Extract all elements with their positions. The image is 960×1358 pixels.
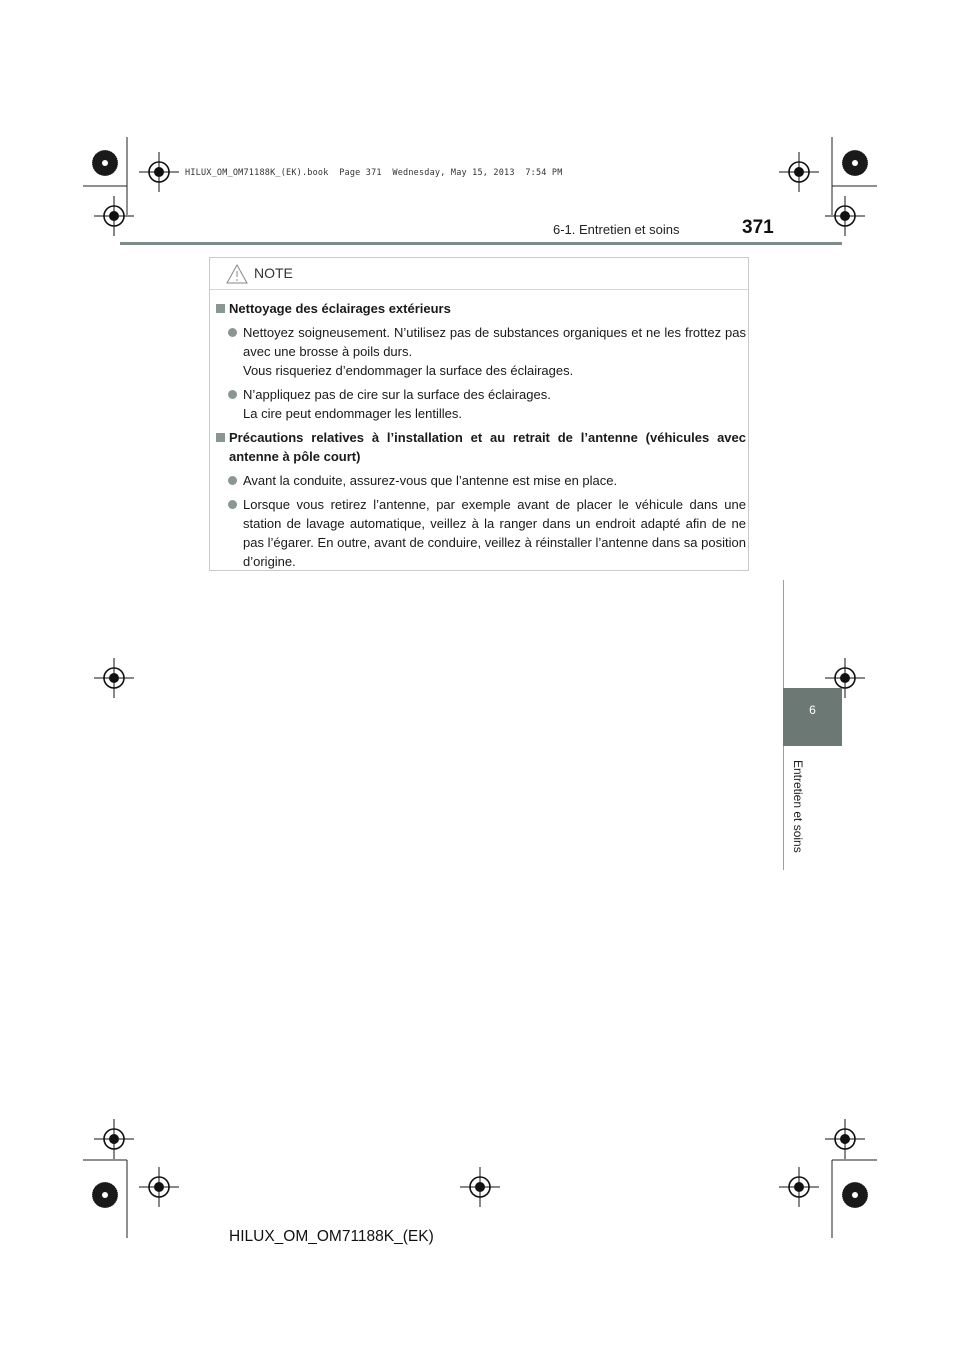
circle-bullet-icon: [228, 500, 237, 509]
note-header: [210, 258, 748, 290]
page-number: 371: [742, 217, 774, 238]
section-heading: Précautions relatives à l’installation et au retrait de l’antenne (véhicules avec antenne à pôle court): [214, 428, 746, 466]
circle-bullet-icon: [228, 390, 237, 399]
footer-code: HILUX_OM_OM71188K_(EK): [229, 1228, 434, 1245]
book-info: HILUX_OM_OM71188K_(EK).book Page 371 Wednesday, May 15, 2013 7:54 PM: [185, 168, 563, 178]
bullet-item: Avant la conduite, assurez-vous que l’antenne est mise en place.: [214, 471, 746, 490]
note-content: [214, 299, 746, 576]
header-rule: [120, 242, 842, 245]
circle-bullet-icon: [228, 476, 237, 485]
chapter-tab: 6: [783, 688, 842, 746]
section-title: 6-1. Entretien et soins: [553, 222, 680, 237]
circle-bullet-icon: [228, 328, 237, 337]
chapter-label: Entretien et soins: [791, 760, 805, 853]
bullet-item: Nettoyez soigneusement. N’utilisez pas de substances organiques et ne les frottez pas avec une brosse à poils durs. Vous risqueriez d’endommager la surface des éclairages.: [214, 323, 746, 380]
section-heading: Nettoyage des éclairages extérieurs: [214, 299, 746, 318]
square-bullet-icon: [216, 304, 225, 313]
bullet-item: N’appliquez pas de cire sur la surface des éclairages. La cire peut endommager les lentilles.: [214, 385, 746, 423]
note-box: [209, 257, 749, 571]
bullet-item: Lorsque vous retirez l’antenne, par exemple avant de placer le véhicule dans une station de lavage automatique, veillez à la ranger dans un endroit adapté afin de ne pas l’égarer. En outre, avant de conduire, veillez à réinstaller l’antenne dans sa position d’origine.: [214, 495, 746, 571]
note-title: NOTE: [254, 265, 293, 281]
square-bullet-icon: [216, 433, 225, 442]
warning-triangle-icon: [226, 264, 248, 284]
